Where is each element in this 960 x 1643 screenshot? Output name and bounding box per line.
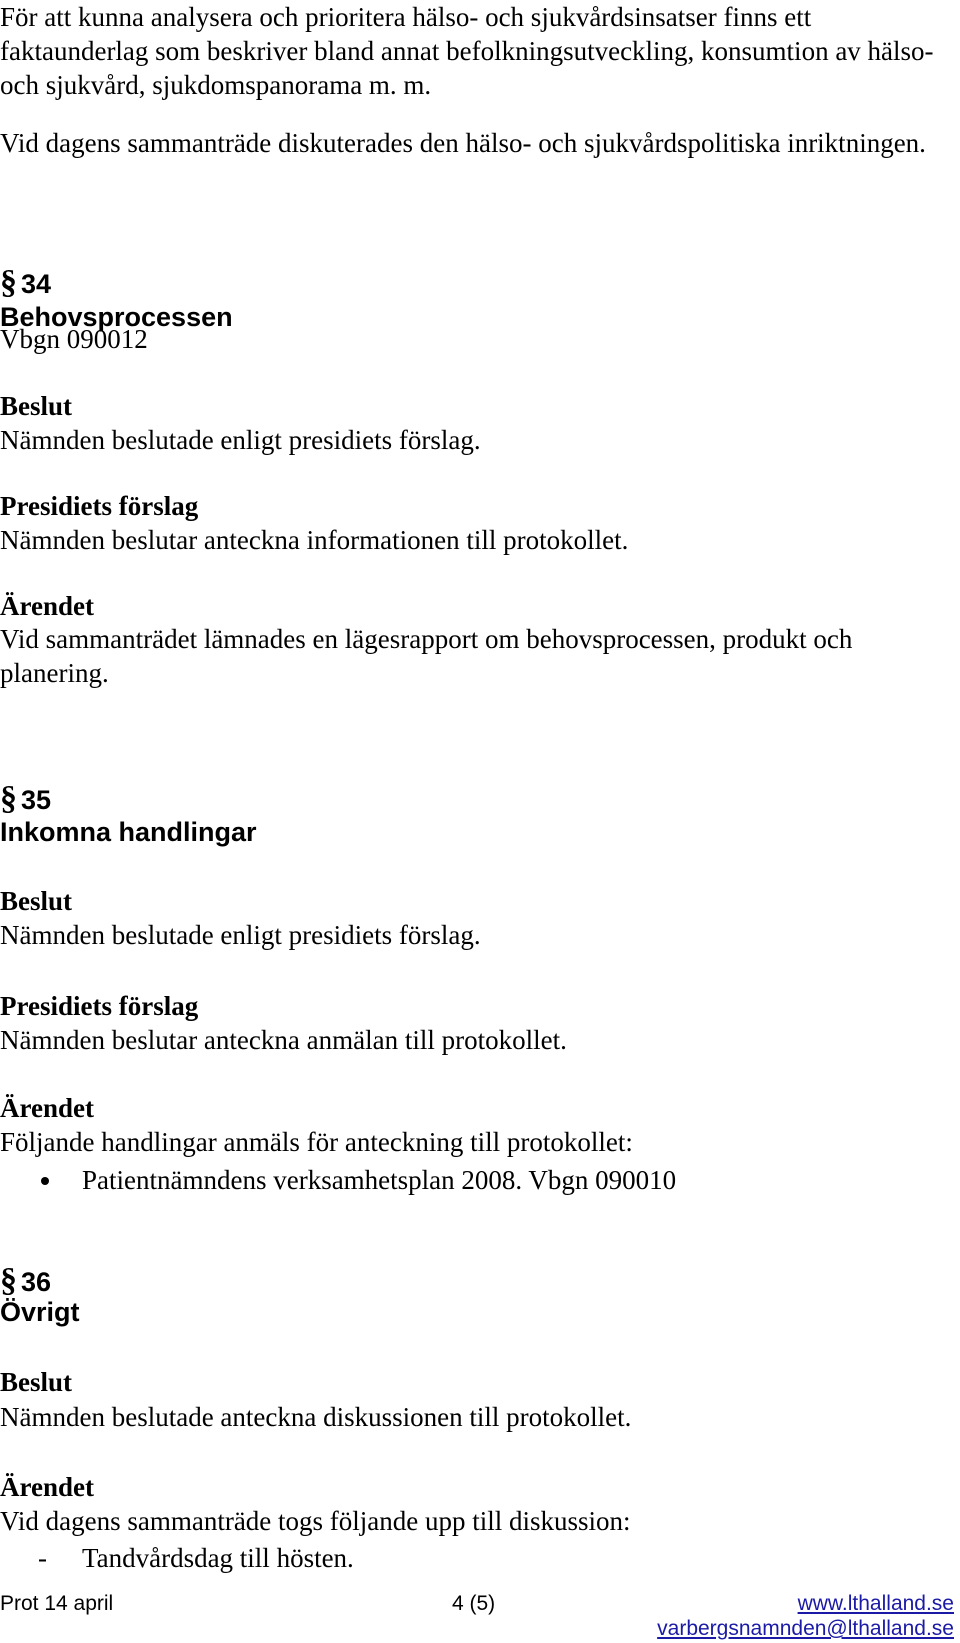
list-item xyxy=(0,1163,940,1197)
beslut-text: Nämnden beslutade anteckna diskussionen till protokollet. xyxy=(0,1402,632,1432)
bullet-icon xyxy=(41,1177,49,1185)
paragraph-sign: § xyxy=(0,780,17,817)
section-number: 35 xyxy=(21,785,52,815)
footer-page-number: 4 (5) xyxy=(452,1592,496,1615)
section-35-heading xyxy=(0,780,940,818)
intro-paragraph: För att kunna analysera och prioritera hälso- och sjukvårdsinsatser finns ett faktaunderlag som beskriver bland annat befolkningsutveckling, konsumtion av hälso- och sjukvård, sjukdomspanorama m. m. xyxy=(0,2,934,100)
arendet-text: Vid dagens sammanträde togs följande upp till diskussion: xyxy=(0,1506,631,1536)
intro-paragraph-2: Vid dagens sammanträde diskuterades den hälso- och sjukvårdspolitiska inriktningen. xyxy=(0,128,926,158)
paragraph-sign: § xyxy=(0,264,17,301)
arendet-heading: Ärendet xyxy=(0,591,94,621)
forslag-heading: Presidiets förslag xyxy=(0,491,199,521)
footer-protocol-label: Prot 14 april xyxy=(0,1592,114,1615)
beslut-text: Nämnden beslutade enligt presidiets förslag. xyxy=(0,425,481,455)
beslut-heading: Beslut xyxy=(0,391,73,421)
forslag-text: Nämnden beslutar anteckna anmälan till protokollet. xyxy=(0,1025,567,1055)
section-number: 34 xyxy=(21,269,52,299)
list-item-text: Tandvårdsdag till hösten. xyxy=(82,1543,354,1573)
arendet-heading: Ärendet xyxy=(0,1093,94,1123)
website-link-text[interactable]: www.lthalland.se xyxy=(797,1592,954,1615)
list-item-text: Patientnämndens verksamhetsplan 2008. Vbgn 090010 xyxy=(82,1165,677,1195)
section-reference: Vbgn 090012 xyxy=(0,324,148,354)
section-34-heading xyxy=(0,264,940,302)
beslut-heading: Beslut xyxy=(0,886,73,916)
arendet-text: Vid sammanträdet lämnades en lägesrapport om behovsprocessen, produkt och planering. xyxy=(0,624,853,688)
email-link-text[interactable]: varbergsnamnden@lthalland.se xyxy=(657,1617,954,1640)
forslag-text: Nämnden beslutar anteckna informationen till protokollet. xyxy=(0,525,629,555)
forslag-heading: Presidiets förslag xyxy=(0,991,199,1021)
paragraph-sign: § xyxy=(0,1262,17,1299)
arendet-text: Följande handlingar anmäls för anteckning till protokollet: xyxy=(0,1127,633,1157)
dash-marker: - xyxy=(38,1543,47,1573)
beslut-heading: Beslut xyxy=(0,1367,73,1397)
list-item xyxy=(0,1541,940,1575)
footer-email-link[interactable] xyxy=(657,1616,954,1642)
section-title: Inkomna handlingar xyxy=(0,817,257,847)
section-number: 36 xyxy=(21,1267,52,1297)
section-title: Övrigt xyxy=(0,1297,80,1327)
arendet-heading: Ärendet xyxy=(0,1472,94,1502)
beslut-text: Nämnden beslutade enligt presidiets förslag. xyxy=(0,920,481,950)
footer-website-link[interactable] xyxy=(798,1591,954,1617)
section-title: Behovsprocessen xyxy=(0,302,233,332)
